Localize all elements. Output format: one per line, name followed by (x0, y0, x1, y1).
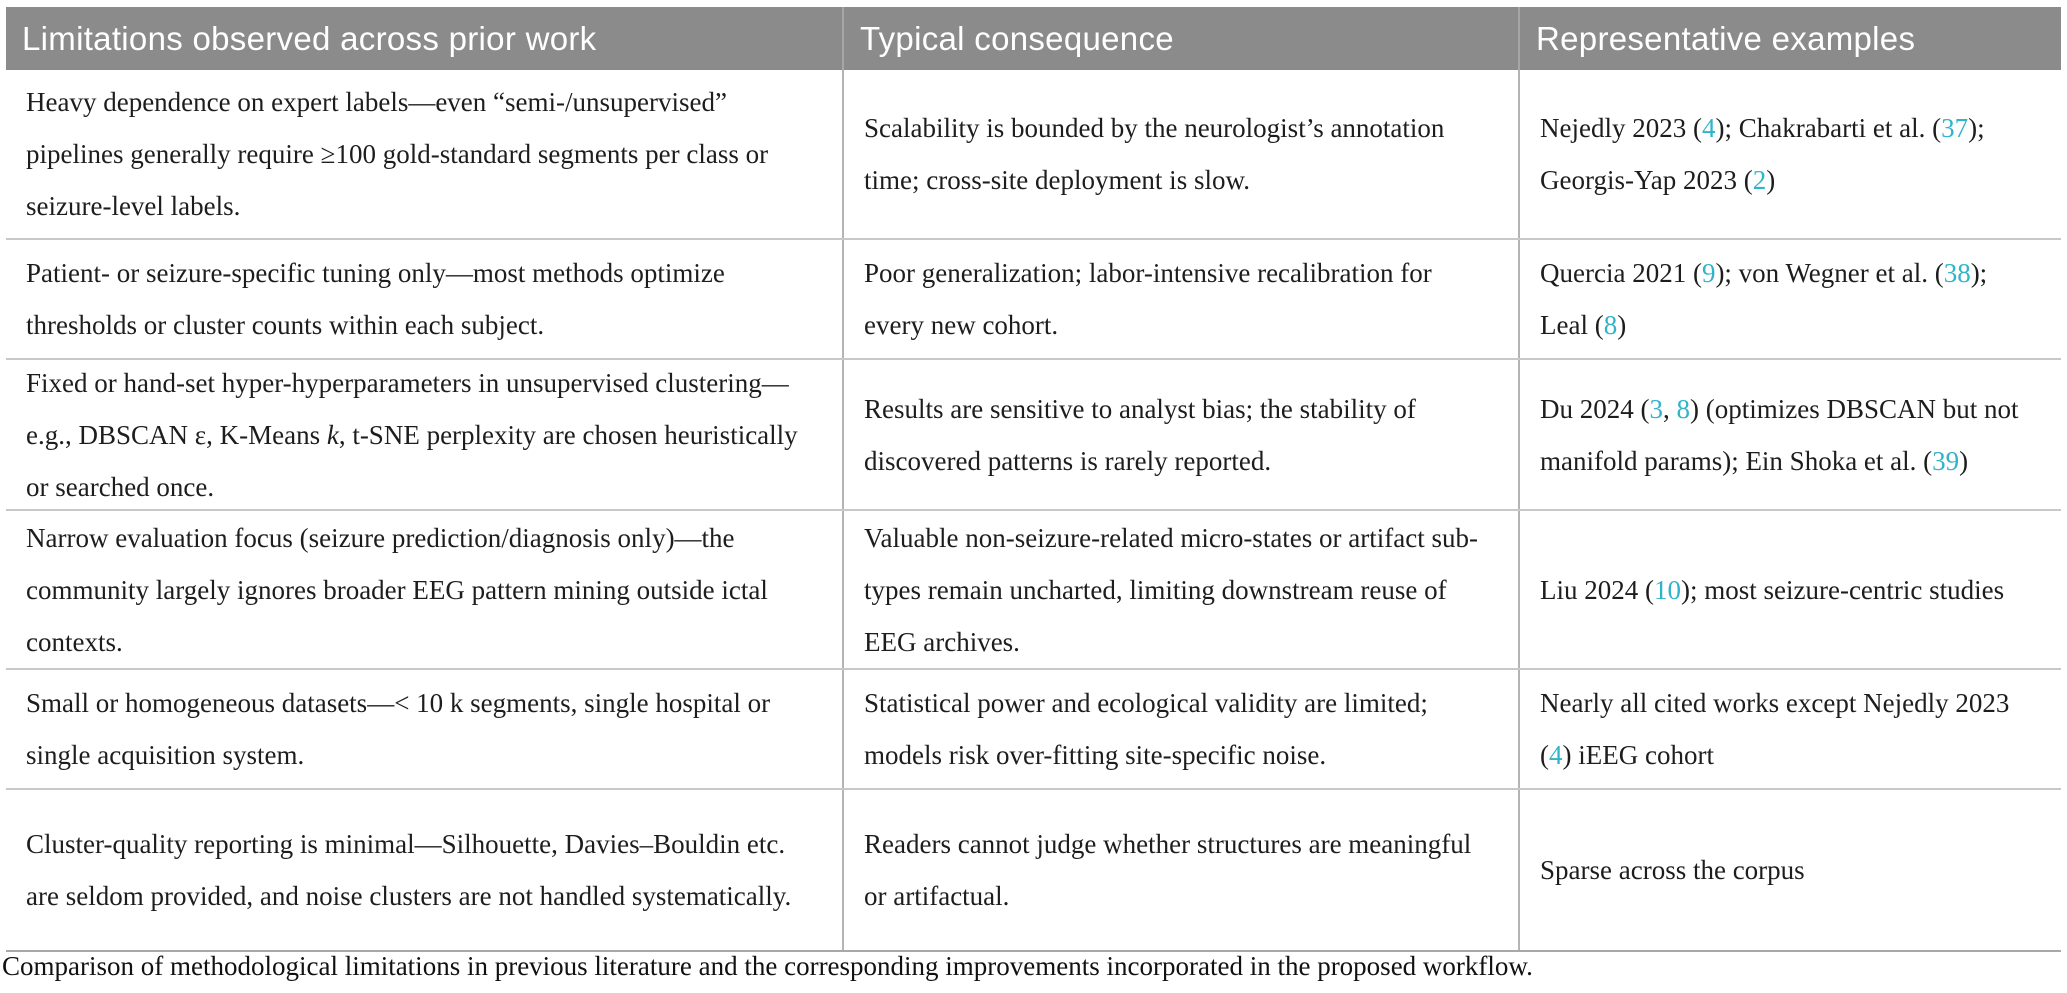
limitation-cell (6, 240, 842, 358)
examples-cell (1518, 360, 2061, 509)
limitation-text: Fixed or hand-set hyper-hyperparameters in unsupervised clustering—e.g., DBSCAN ε, K-Means k, t-SNE perplexity are chosen heuristically or searched once. (26, 367, 798, 502)
limitation-cell (6, 670, 842, 788)
examples-text: Liu 2024 (10); most seizure-centric studies (1540, 574, 2005, 605)
consequence-cell (842, 670, 1518, 788)
examples-text: Quercia 2021 (9); von Wegner et al. (38); Leal (8) (1540, 258, 1988, 340)
limitation-text: Cluster-quality reporting is minimal—Silhouette, Davies–Bouldin etc. are seldom provided, and noise clusters are not handled systematically. (26, 829, 792, 911)
consequence-cell (842, 360, 1518, 509)
citation-link[interactable]: 9 (1701, 258, 1716, 288)
column-header-consequence: Typical consequence (842, 7, 1518, 70)
italic-text: k (326, 419, 339, 450)
consequence-cell (842, 240, 1518, 358)
citation-link[interactable]: 38 (1943, 258, 1971, 288)
examples-cell (1518, 790, 2061, 950)
citation-link[interactable]: 8 (1603, 310, 1618, 340)
consequence-text: Results are sensitive to analyst bias; the stability of discovered patterns is rarely reported. (864, 393, 1416, 476)
citation-link[interactable]: 10 (1654, 574, 1681, 605)
limitation-cell (6, 790, 842, 950)
citation-link[interactable]: 2 (1752, 165, 1767, 195)
citation-link[interactable]: 37 (1941, 113, 1969, 143)
citation-link[interactable]: 3 (1649, 393, 1663, 424)
examples-cell (1518, 70, 2061, 238)
examples-cell (1518, 511, 2061, 668)
table-row (6, 70, 2061, 238)
table-row (6, 238, 2061, 358)
limitation-cell (6, 360, 842, 509)
table-row (6, 668, 2061, 788)
consequence-text: Poor generalization; labor-intensive recalibration for every new cohort. (864, 258, 1432, 340)
table-row (6, 509, 2061, 668)
limitation-text: Narrow evaluation focus (seizure prediction/diagnosis only)—the community largely ignores broader EEG pattern mining outside ictal contexts. (26, 522, 768, 657)
table-caption: Comparison of methodological limitations in previous literature and the corresponding improvements incorporated in the proposed workflow. (2, 951, 1533, 981)
examples-cell (1518, 670, 2061, 788)
consequence-text: Valuable non-seizure-related micro-states or artifact sub-types remain uncharted, limiting downstream reuse of EEG archives. (864, 522, 1478, 657)
table-header-row (6, 7, 2061, 70)
citation-link[interactable]: 39 (1932, 445, 1960, 476)
examples-text: Nejedly 2023 (4); Chakrabarti et al. (37); Georgis-Yap 2023 (2) (1540, 113, 1985, 195)
column-header-examples: Representative examples (1518, 7, 2061, 70)
limitation-text: Small or homogeneous datasets—< 10 k segments, single hospital or single acquisition system. (26, 688, 771, 770)
limitation-text: Heavy dependence on expert labels—even “semi-/unsupervised” pipelines generally require ≥100 gold-standard segments per class or seizure-level labels. (26, 87, 769, 221)
table-body (6, 70, 2061, 952)
consequence-text: Readers cannot judge whether structures are meaningful or artifactual. (864, 829, 1472, 911)
citation-link[interactable]: 4 (1549, 740, 1563, 770)
limitation-cell (6, 70, 842, 238)
citation-link[interactable]: 8 (1676, 393, 1690, 424)
consequence-cell (842, 70, 1518, 238)
consequence-text: Scalability is bounded by the neurologist’s annotation time; cross-site deployment is slow. (864, 113, 1445, 195)
examples-text: Nearly all cited works except Nejedly 2023 (4) iEEG cohort (1540, 688, 2010, 770)
consequence-cell (842, 511, 1518, 668)
citation-link[interactable]: 4 (1701, 113, 1716, 143)
examples-cell (1518, 240, 2061, 358)
examples-text: Sparse across the corpus (1540, 855, 1805, 885)
limitation-text: Patient- or seizure-specific tuning only—most methods optimize thresholds or cluster counts within each subject. (26, 258, 725, 340)
limitations-table (6, 7, 2061, 952)
table-row (6, 788, 2061, 950)
consequence-cell (842, 790, 1518, 950)
table-row (6, 358, 2061, 509)
column-header-limitations: Limitations observed across prior work (22, 19, 597, 57)
consequence-text: Statistical power and ecological validity are limited; models risk over-fitting site-specific noise. (864, 688, 1428, 770)
examples-text: Du 2024 (3, 8) (optimizes DBSCAN but not manifold params); Ein Shoka et al. (39) (1540, 393, 2019, 476)
limitation-cell (6, 511, 842, 668)
